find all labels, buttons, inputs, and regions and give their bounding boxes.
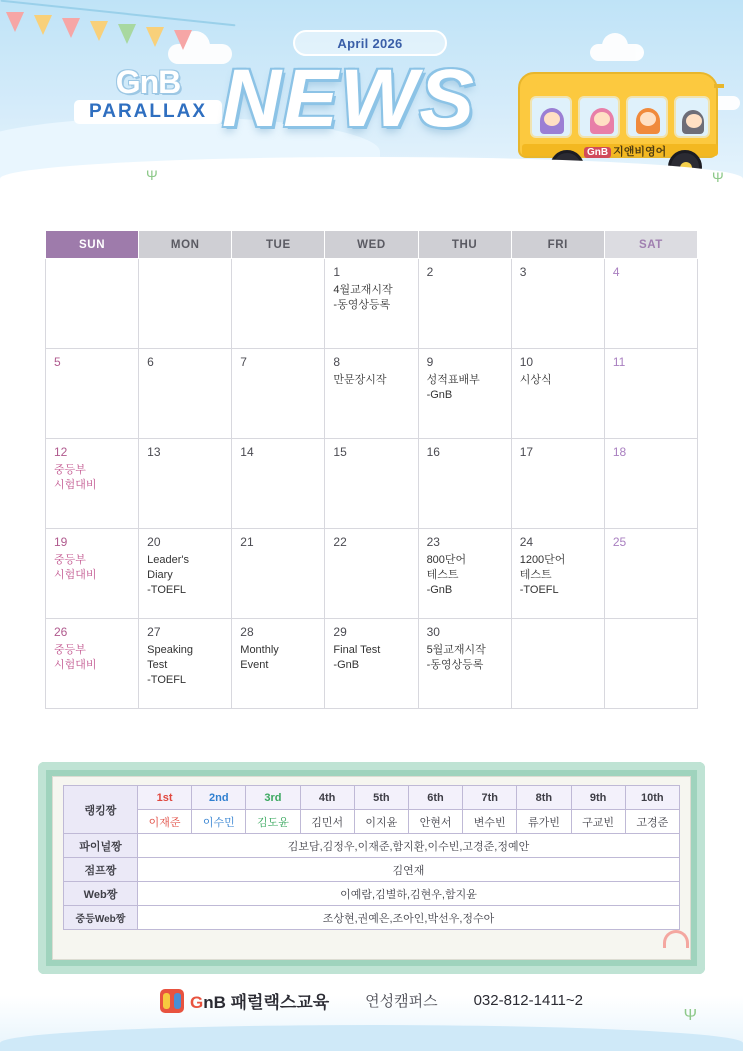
calendar-event: 중등부 xyxy=(54,644,86,656)
calendar-day-number: 30 xyxy=(426,625,440,639)
calendar-cell-day-23[interactable] xyxy=(418,529,511,619)
rank-place-3: 3rd xyxy=(246,786,300,810)
calendar-cell-day-12[interactable] xyxy=(46,439,139,529)
calendar-header-tue: TUE xyxy=(232,231,325,259)
calendar-cell-day-29[interactable] xyxy=(325,619,418,709)
calendar-day-number: 5 xyxy=(54,355,61,369)
rank-place-6: 6th xyxy=(408,786,462,810)
brand-logo-secondary: PARALLAX xyxy=(74,100,222,124)
calendar-cell-day-27[interactable] xyxy=(139,619,232,709)
calendar-cell-day-11[interactable] xyxy=(604,349,697,439)
calendar-event: 4월교재시작 xyxy=(333,284,393,296)
brand-logo-primary: GnB xyxy=(115,64,181,100)
calendar-day-number: 11 xyxy=(612,355,626,369)
calendar-header-wed: WED xyxy=(325,231,418,259)
footer-logo-icon xyxy=(160,989,184,1013)
calendar-cell-day-26[interactable] xyxy=(46,619,139,709)
ranking-extra-row xyxy=(64,858,680,882)
calendar-week-row xyxy=(46,349,698,439)
ranking-table xyxy=(63,785,680,930)
calendar-header-sat: SAT xyxy=(604,231,697,259)
calendar-day-number: 28 xyxy=(240,625,254,639)
rank-place-4: 4th xyxy=(300,786,354,810)
calendar-event: -GnB xyxy=(426,583,453,596)
calendar-header-thu: THU xyxy=(418,231,511,259)
calendar-day-number: 3 xyxy=(519,265,527,279)
calendar-day-number: 29 xyxy=(333,625,347,639)
calendar-day-number: 16 xyxy=(426,445,440,459)
rank-place-9: 9th xyxy=(571,786,625,810)
calendar-event: Speaking xyxy=(147,644,194,656)
calendar-cell-empty xyxy=(46,259,139,349)
calendar-event: 중등부 xyxy=(54,464,86,476)
brand-logo xyxy=(74,66,222,124)
calendar-event: 만문장시작 xyxy=(333,374,387,386)
calendar-event: Test xyxy=(147,658,168,671)
calendar-cell-day-1[interactable] xyxy=(325,259,418,349)
rank-place-5: 5th xyxy=(354,786,408,810)
calendar-header-mon: MON xyxy=(139,231,232,259)
calendar-cell-day-17[interactable] xyxy=(511,439,604,529)
calendar-cell-day-15[interactable] xyxy=(325,439,418,529)
calendar-day-number: 25 xyxy=(612,535,627,549)
calendar-event: Event xyxy=(240,658,269,671)
calendar-cell-day-14[interactable] xyxy=(232,439,325,529)
calendar-event: 시험대비 xyxy=(54,478,97,491)
rank-name-10: 고경준 xyxy=(625,810,679,834)
page-title: NEWS xyxy=(222,53,476,144)
calendar-cell-day-2[interactable] xyxy=(418,259,511,349)
calendar-day-number: 6 xyxy=(147,355,154,369)
calendar-cell-day-18[interactable] xyxy=(604,439,697,529)
calendar-cell-day-7[interactable] xyxy=(232,349,325,439)
ranking-row-label-rank: 랭킹짱 xyxy=(64,786,138,834)
calendar-day-number: 26 xyxy=(54,625,68,639)
calendar-event: -GnB xyxy=(426,388,453,401)
calendar-day-number: 12 xyxy=(54,445,68,459)
calendar-event: 800단어 xyxy=(426,554,467,566)
ranking-row-value-final: 김보담,김정우,이재준,함지환,이수빈,고경준,정예안 xyxy=(138,834,680,858)
issue-date-badge: April 2026 xyxy=(293,30,447,56)
rank-name-7: 변수빈 xyxy=(463,810,517,834)
calendar-event: 1200단어 xyxy=(519,554,566,566)
ranking-names-row xyxy=(64,810,680,834)
calendar-day-number: 14 xyxy=(240,445,254,459)
rank-name-5: 이지윤 xyxy=(354,810,408,834)
rank-name-9: 구교빈 xyxy=(571,810,625,834)
calendar-week-row xyxy=(46,259,698,349)
calendar-event: -TOEFL xyxy=(519,583,559,596)
ranking-places-row xyxy=(64,786,680,810)
calendar-event: 테스트 xyxy=(519,568,552,581)
calendar-cell-day-13[interactable] xyxy=(139,439,232,529)
calendar-event: Leader's xyxy=(147,554,189,566)
calendar-day-number: 10 xyxy=(519,355,534,369)
calendar-cell-day-28[interactable] xyxy=(232,619,325,709)
calendar-event: -동영상등록 xyxy=(333,298,391,311)
calendar-cell-day-10[interactable] xyxy=(511,349,604,439)
monthly-calendar xyxy=(45,230,698,709)
footer-campus: 연성캠퍼스 xyxy=(365,993,438,1010)
calendar-day-number: 18 xyxy=(612,445,627,459)
calendar-cell-day-8[interactable] xyxy=(325,349,418,439)
sprout-icon: Ψ xyxy=(146,167,158,183)
calendar-header-fri: FRI xyxy=(511,231,604,259)
ranking-row-label-middle-web: 중등Web짱 xyxy=(64,906,138,930)
calendar-table xyxy=(45,230,698,709)
rank-name-4: 김민서 xyxy=(300,810,354,834)
calendar-day-number: 24 xyxy=(519,535,534,549)
calendar-day-number: 1 xyxy=(333,265,341,279)
ranking-row-value-jump: 김연재 xyxy=(138,858,680,882)
calendar-cell-empty xyxy=(604,619,697,709)
ranking-row-label-web: Web짱 xyxy=(64,882,138,906)
ranking-extra-row xyxy=(64,906,680,930)
page-header xyxy=(0,0,743,205)
calendar-cell-day-21[interactable] xyxy=(232,529,325,619)
header-ground-decoration xyxy=(0,157,743,205)
footer-brand xyxy=(160,988,329,1013)
calendar-day-number: 13 xyxy=(147,445,161,459)
calendar-day-number: 21 xyxy=(240,535,254,549)
calendar-event: 시상식 xyxy=(519,374,552,386)
footer-brand-name: nB 패럴랙스교육 xyxy=(203,993,330,1012)
calendar-event: 시험대비 xyxy=(54,568,97,581)
bunting-decoration xyxy=(0,0,240,60)
calendar-event: Monthly xyxy=(240,644,279,656)
ranking-row-label-final: 파이널짱 xyxy=(64,834,138,858)
rank-place-10: 10th xyxy=(625,786,679,810)
calendar-event: 5월교재시작 xyxy=(426,644,486,656)
calendar-event: 시험대비 xyxy=(54,658,97,671)
calendar-day-number: 19 xyxy=(54,535,68,549)
sprout-icon: Ψ xyxy=(712,169,724,185)
calendar-day-number: 17 xyxy=(519,445,534,459)
calendar-event: -TOEFL xyxy=(147,583,187,596)
sprout-icon: Ψ xyxy=(683,1007,697,1024)
calendar-cell-day-9[interactable] xyxy=(418,349,511,439)
calendar-event: -동영상등록 xyxy=(426,658,484,671)
calendar-header-row xyxy=(46,231,698,259)
calendar-day-number: 7 xyxy=(240,355,247,369)
calendar-day-number: 9 xyxy=(426,355,434,369)
rank-name-6: 안현서 xyxy=(408,810,462,834)
calendar-event: Final Test xyxy=(333,644,381,656)
calendar-cell-day-24[interactable] xyxy=(511,529,604,619)
calendar-week-row xyxy=(46,529,698,619)
calendar-event: -TOEFL xyxy=(147,673,187,686)
calendar-cell-day-4[interactable] xyxy=(604,259,697,349)
ranking-row-value-middle-web: 조상현,권예은,조아인,박선우,정수아 xyxy=(138,906,680,930)
calendar-cell-day-16[interactable] xyxy=(418,439,511,529)
calendar-cell-empty xyxy=(232,259,325,349)
calendar-day-number: 23 xyxy=(426,535,440,549)
ranking-row-label-jump: 점프짱 xyxy=(64,858,138,882)
calendar-cell-day-3[interactable] xyxy=(511,259,604,349)
bus-logo-text: 지앤비영어 xyxy=(613,146,667,158)
calendar-cell-day-5[interactable] xyxy=(46,349,139,439)
rank-place-7: 7th xyxy=(463,786,517,810)
calendar-cell-day-25[interactable] xyxy=(604,529,697,619)
rank-name-3: 김도윤 xyxy=(246,810,300,834)
ranking-row-value-web: 이예람,김별하,김현우,함지윤 xyxy=(138,882,680,906)
ranking-extra-row xyxy=(64,834,680,858)
footer-brand-initial: G xyxy=(189,993,204,1012)
footer-wave-decoration xyxy=(0,1025,743,1051)
calendar-cell-day-19[interactable] xyxy=(46,529,139,619)
calendar-day-number: 15 xyxy=(333,445,347,459)
calendar-event: 중등부 xyxy=(54,554,86,566)
rank-name-8: 류가빈 xyxy=(517,810,571,834)
calendar-event: -GnB xyxy=(333,658,360,671)
ranking-extra-row xyxy=(64,882,680,906)
rank-name-2: 이수민 xyxy=(192,810,246,834)
calendar-header-sun: SUN xyxy=(46,231,139,259)
calendar-cell-empty xyxy=(139,259,232,349)
cloud-icon xyxy=(590,44,644,61)
calendar-day-number: 20 xyxy=(147,535,161,549)
footer-phone: 032-812-1411~2 xyxy=(473,992,583,1009)
calendar-day-number: 4 xyxy=(612,265,620,279)
rank-place-8: 8th xyxy=(517,786,571,810)
calendar-body xyxy=(46,259,698,709)
calendar-day-number: 2 xyxy=(426,265,434,279)
calendar-cell-empty xyxy=(511,619,604,709)
calendar-event: 테스트 xyxy=(426,568,459,581)
bus-logo-badge: GnB xyxy=(584,147,611,158)
calendar-day-number: 8 xyxy=(333,355,341,369)
calendar-cell-day-6[interactable] xyxy=(139,349,232,439)
calendar-week-row xyxy=(46,439,698,529)
calendar-week-row xyxy=(46,619,698,709)
page-footer xyxy=(0,974,743,1051)
calendar-cell-day-20[interactable] xyxy=(139,529,232,619)
rank-place-2: 2nd xyxy=(192,786,246,810)
calendar-event: Diary xyxy=(147,568,173,581)
calendar-event: 성적표배부 xyxy=(426,374,480,386)
calendar-cell-day-22[interactable] xyxy=(325,529,418,619)
ranking-panel xyxy=(38,762,705,974)
calendar-day-number: 27 xyxy=(147,625,161,639)
calendar-day-number: 22 xyxy=(333,535,347,549)
rank-place-1: 1st xyxy=(138,786,192,810)
calendar-cell-day-30[interactable] xyxy=(418,619,511,709)
rank-name-1: 이재준 xyxy=(138,810,192,834)
